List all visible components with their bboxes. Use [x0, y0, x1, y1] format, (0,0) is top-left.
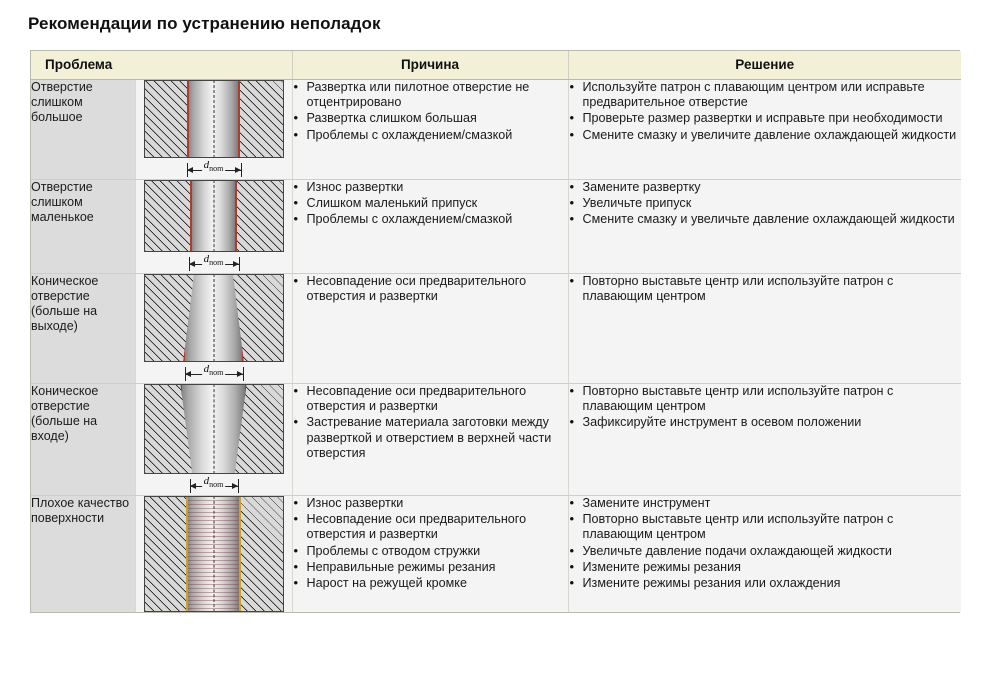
- table-header-row: [31, 51, 961, 80]
- figure-cell: [135, 274, 292, 384]
- hole-diagram: [144, 80, 284, 179]
- list-item: • Используйте патрон с плавающим центром или исправьте предварительное отверстие: [569, 80, 962, 110]
- workpiece-hatched-block: [144, 180, 284, 252]
- problem-cell: Отверстие слишком маленькое: [31, 180, 135, 274]
- list-item: • Проблемы с охлаждением/смазкой: [293, 212, 568, 227]
- list-item: • Нарост на режущей кромке: [293, 576, 568, 591]
- bore-edge-right: [239, 496, 241, 612]
- list-item: • Увеличьте припуск: [569, 196, 962, 211]
- table-row: [31, 274, 961, 384]
- list-item: • Несовпадение оси предварительного отверстия и развертки: [293, 274, 568, 304]
- table-row: [31, 384, 961, 496]
- cause-cell: [292, 80, 568, 180]
- center-axis-line: [213, 496, 214, 612]
- bore-edge-left: [186, 496, 188, 612]
- solution-list: [569, 274, 962, 304]
- solution-cell: [568, 496, 961, 613]
- column-header-problem: Проблема: [31, 51, 292, 80]
- bore-edge-right: [238, 80, 240, 158]
- list-item: • Слишком маленький припуск: [293, 196, 568, 211]
- page-title: Рекомендации по устранению неполадок: [28, 14, 381, 33]
- figure-cell: [135, 80, 292, 180]
- bore-edge-left: [183, 274, 185, 362]
- list-item: • Смените смазку и увеличите давление охлаждающей жидкости: [569, 128, 962, 143]
- hole-diagram: [144, 180, 284, 273]
- solution-cell: [568, 274, 961, 384]
- bore-edge-left: [190, 180, 192, 252]
- column-header-solution: Решение: [568, 51, 961, 80]
- list-item: • Измените режимы резания: [569, 560, 962, 575]
- list-item: • Неправильные режимы резания: [293, 560, 568, 575]
- center-axis-line: [213, 180, 214, 252]
- troubleshooting-table: [31, 51, 961, 612]
- list-item: • Проверьте размер развертки и исправьте при необходимости: [569, 111, 962, 126]
- table-row: [31, 180, 961, 274]
- list-item: • Смените смазку и увеличьте давление охлаждающей жидкости: [569, 212, 962, 227]
- dimension-label: $d_{nom}$: [203, 363, 224, 378]
- dimension-annotation: [144, 253, 284, 273]
- hole-diagram: [144, 384, 284, 495]
- list-item: • Застревание материала заготовки между разверткой и отверстием в верхней части отверстия: [293, 415, 568, 461]
- center-axis-line: [213, 274, 214, 362]
- cause-cell: [292, 180, 568, 274]
- cause-cell: [292, 384, 568, 496]
- hole-diagram: [144, 274, 284, 383]
- cause-list: [293, 384, 568, 461]
- list-item: • Проблемы с охлаждением/смазкой: [293, 128, 568, 143]
- bore-edge-right: [235, 180, 237, 252]
- dimension-annotation: [144, 363, 284, 383]
- bore-edge-left: [180, 384, 182, 474]
- list-item: • Повторно выставьте центр или используйте патрон с плавающим центром: [569, 274, 962, 304]
- list-item: • Несовпадение оси предварительного отверстия и развертки: [293, 512, 568, 542]
- center-axis-line: [213, 80, 214, 158]
- list-item: • Замените инструмент: [569, 496, 962, 511]
- cause-list: [293, 80, 568, 143]
- cause-list: [293, 496, 568, 591]
- bore-edge-right: [245, 384, 247, 474]
- list-item: • Повторно выставьте центр или используйте патрон с плавающим центром: [569, 384, 962, 414]
- figure-cell: [135, 180, 292, 274]
- bore-edge-right: [242, 274, 244, 362]
- list-item: • Зафиксируйте инструмент в осевом положении: [569, 415, 962, 430]
- column-header-cause: Причина: [292, 51, 568, 80]
- list-item: • Повторно выставьте центр или используйте патрон с плавающим центром: [569, 512, 962, 542]
- problem-cell: Коническое отверстие (больше на входе): [31, 384, 135, 496]
- list-item: • Износ развертки: [293, 496, 568, 511]
- workpiece-hatched-block: [144, 384, 284, 474]
- solution-list: [569, 180, 962, 228]
- dimension-label: $d_{nom}$: [203, 159, 224, 174]
- cause-cell: [292, 496, 568, 613]
- solution-cell: [568, 80, 961, 180]
- list-item: • Замените развертку: [569, 180, 962, 195]
- dimension-annotation: [144, 159, 284, 179]
- troubleshooting-table-wrapper: [30, 50, 960, 613]
- hole-diagram: [144, 496, 284, 612]
- solution-cell: [568, 180, 961, 274]
- figure-cell: [135, 384, 292, 496]
- table-row: [31, 80, 961, 180]
- workpiece-hatched-block: [144, 496, 284, 612]
- center-axis-line: [213, 384, 214, 474]
- bore-edge-left: [187, 80, 189, 158]
- workpiece-hatched-block: [144, 80, 284, 158]
- solution-list: [569, 80, 962, 143]
- cause-list: [293, 180, 568, 228]
- list-item: • Несовпадение оси предварительного отверстия и развертки: [293, 384, 568, 414]
- list-item: • Развертка слишком большая: [293, 111, 568, 126]
- dimension-label: $d_{nom}$: [203, 253, 224, 268]
- problem-cell: Отверстие слишком большое: [31, 80, 135, 180]
- workpiece-hatched-block: [144, 274, 284, 362]
- list-item: • Увеличьте давление подачи охлаждающей жидкости: [569, 544, 962, 559]
- problem-cell: Плохое качество поверхности: [31, 496, 135, 613]
- cause-list: [293, 274, 568, 304]
- list-item: • Развертка или пилотное отверстие не отцентрировано: [293, 80, 568, 110]
- solution-cell: [568, 384, 961, 496]
- table-row: [31, 496, 961, 613]
- solution-list: [569, 384, 962, 431]
- dimension-annotation: [144, 475, 284, 495]
- list-item: • Износ развертки: [293, 180, 568, 195]
- problem-cell: Коническое отверстие (больше на выходе): [31, 274, 135, 384]
- list-item: • Проблемы с отводом стружки: [293, 544, 568, 559]
- solution-list: [569, 496, 962, 591]
- dimension-label: $d_{nom}$: [203, 475, 224, 490]
- list-item: • Измените режимы резания или охлаждения: [569, 576, 962, 591]
- figure-cell: [135, 496, 292, 613]
- cause-cell: [292, 274, 568, 384]
